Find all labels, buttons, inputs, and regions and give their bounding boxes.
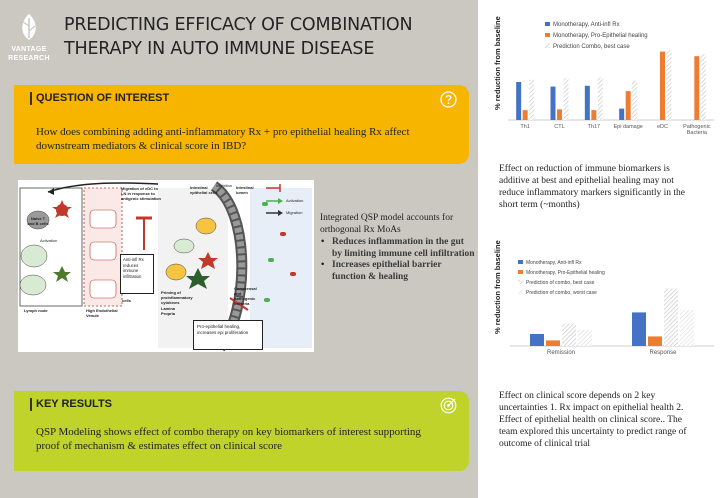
legend-swatch-0 bbox=[518, 260, 523, 264]
legend-swatch-2 bbox=[545, 44, 550, 48]
moa-bullet: • Increases epithelial barrier function & healing bbox=[320, 260, 476, 283]
question-icon bbox=[440, 91, 457, 108]
label-lymph: Lymph node bbox=[24, 308, 48, 313]
legend-swatch-2 bbox=[518, 280, 523, 284]
antiinfl-callout: Anti-infl Rx reduces immune infiltration bbox=[120, 254, 154, 294]
label-activation: Activation bbox=[40, 238, 58, 243]
x-tick-label: Th17 bbox=[587, 124, 601, 130]
legend-label-1: Monotherapy, Pro-Epithelial healing bbox=[553, 33, 648, 39]
legend-swatch-1 bbox=[545, 33, 550, 37]
logo-line1: VANTAGE bbox=[11, 46, 47, 53]
question-text: How does combining adding anti-inflammatory Rx + pro epithelial healing Rx affect downstream mediators & clinical score in IBD? bbox=[36, 126, 410, 152]
logo-line2: RESEARCH bbox=[8, 55, 50, 62]
label-lumen: Intestinal lumen bbox=[236, 185, 254, 195]
biomarker-chart bbox=[478, 0, 720, 160]
x-tick-label: Epi damage bbox=[613, 124, 643, 130]
legend-label-2: Prediction of combo, best case bbox=[526, 280, 595, 286]
moa-text bbox=[320, 213, 476, 283]
legend-migration: Migration bbox=[286, 210, 303, 215]
legend-label-0: Monotherapy, Anti-infl Rx bbox=[553, 22, 620, 28]
label-cells: cells bbox=[122, 298, 131, 303]
legend-inhibition: Inhibition bbox=[216, 183, 233, 188]
bar-ctl-0 bbox=[551, 87, 556, 120]
moa-list bbox=[320, 237, 476, 283]
legend-label-2: Prediction Combo, best case bbox=[553, 44, 630, 50]
x-tick-label: Th1 bbox=[520, 124, 530, 130]
diagram-graphic bbox=[18, 180, 314, 352]
proepi-callout: Pro-epithelial healing, increases epi proliferation bbox=[193, 320, 263, 350]
bar-remission-0 bbox=[530, 334, 544, 346]
bar-ctl-2 bbox=[564, 78, 569, 120]
legend-swatch-0 bbox=[545, 22, 550, 26]
legend-swatch-3 bbox=[518, 290, 523, 294]
legend-label-0: Monotherapy, Anti-infl Rx bbox=[526, 260, 582, 266]
bar-response-3 bbox=[680, 310, 694, 346]
chart1-caption: Effect on reduction of immune biomarkers is additive at best and epithelial healing may not reduce inflammatory markers significantly in the short term (~months) bbox=[499, 164, 685, 210]
bar-epi-damage-1 bbox=[626, 91, 631, 120]
label-lamina: Lamina Propria bbox=[161, 306, 176, 316]
bar-th17-1 bbox=[591, 110, 596, 120]
bar-ctl-1 bbox=[557, 109, 562, 120]
logo bbox=[4, 10, 54, 80]
bar-th17-2 bbox=[598, 77, 603, 120]
bar-pathogenic-bacteria-2 bbox=[701, 54, 706, 120]
bar-remission-2 bbox=[562, 324, 576, 346]
bar-th1-1 bbox=[523, 110, 528, 120]
label-intestinal: Intestinal epithelial cells bbox=[190, 185, 218, 195]
label-bacteria: Commensal and pathogenic bacteria bbox=[234, 286, 257, 306]
legend-label-3: Prediction of combo, worst case bbox=[526, 290, 597, 296]
moa-bullet: • Reduces inflammation in the gut by limiting immune cell infiltration bbox=[320, 237, 476, 260]
bar-response-1 bbox=[648, 336, 662, 346]
y-axis-label: % reduction from baseline bbox=[493, 240, 502, 334]
right-panel bbox=[478, 0, 720, 498]
clinical-chart bbox=[478, 232, 720, 382]
label-migration: Migration of eDC to LN in response to antigenic stimulation bbox=[121, 186, 162, 201]
bar-pathogenic-bacteria-1 bbox=[694, 56, 699, 120]
x-tick-label: Pathogenic Bacteria bbox=[683, 124, 711, 136]
legend-label-1: Monotherapy, Pro-Epithelial healing bbox=[526, 270, 605, 276]
bar-epi-damage-2 bbox=[632, 80, 637, 120]
bar-remission-1 bbox=[546, 340, 560, 346]
bar-th17-0 bbox=[585, 86, 590, 120]
key-results-banner bbox=[14, 391, 469, 471]
mechanism-diagram bbox=[18, 180, 314, 352]
legend-swatch-1 bbox=[518, 270, 523, 274]
bar-edc-1 bbox=[660, 52, 665, 120]
page-title: PREDICTING EFFICACY OF COMBINATION THERAPY IN AUTO IMMUNE DISEASE bbox=[64, 15, 413, 59]
label-priming: Priming of proinflammatory cytokines bbox=[161, 290, 193, 305]
key-results-text: QSP Modeling shows effect of combo therapy on key biomarkers of interest supporting proof of mechanism & estimates effect on clinical score bbox=[36, 426, 421, 452]
label-naive: Naive T and B cells bbox=[27, 216, 49, 226]
label-hev: High Endothelial Venule bbox=[86, 308, 118, 318]
legend-activation: Activation bbox=[286, 198, 304, 203]
x-tick-label: eDC bbox=[656, 124, 669, 130]
x-tick-label: CTL bbox=[554, 124, 565, 130]
question-banner bbox=[14, 85, 469, 164]
bar-th1-0 bbox=[516, 82, 521, 120]
leaf-icon bbox=[16, 12, 42, 42]
moa-intro: Integrated QSP model accounts for orthogonal Rx MoAs bbox=[320, 213, 454, 235]
bar-edc-2 bbox=[667, 50, 672, 120]
x-tick-label: Response bbox=[649, 350, 677, 356]
bar-th1-2 bbox=[529, 80, 534, 120]
bar-response-0 bbox=[632, 312, 646, 346]
clinical-chart-svg bbox=[478, 232, 720, 382]
y-axis-label: % reduction from baseline bbox=[493, 16, 502, 110]
bar-remission-3 bbox=[578, 330, 592, 346]
target-icon bbox=[440, 397, 457, 414]
question-heading: QUESTION OF INTEREST bbox=[36, 92, 170, 104]
bar-epi-damage-0 bbox=[619, 109, 624, 120]
key-results-heading: KEY RESULTS bbox=[36, 398, 112, 410]
chart2-caption: Effect on clinical score depends on 2 key uncertainties 1. Rx impact on epithelial health 2. Effect of epithelial health on clinical score.. The team explored this uncertainty to predict range of outcome of clinical trial bbox=[499, 391, 687, 449]
biomarker-chart-svg bbox=[478, 0, 720, 160]
x-tick-label: Remission bbox=[546, 350, 576, 356]
bar-response-2 bbox=[664, 288, 678, 346]
